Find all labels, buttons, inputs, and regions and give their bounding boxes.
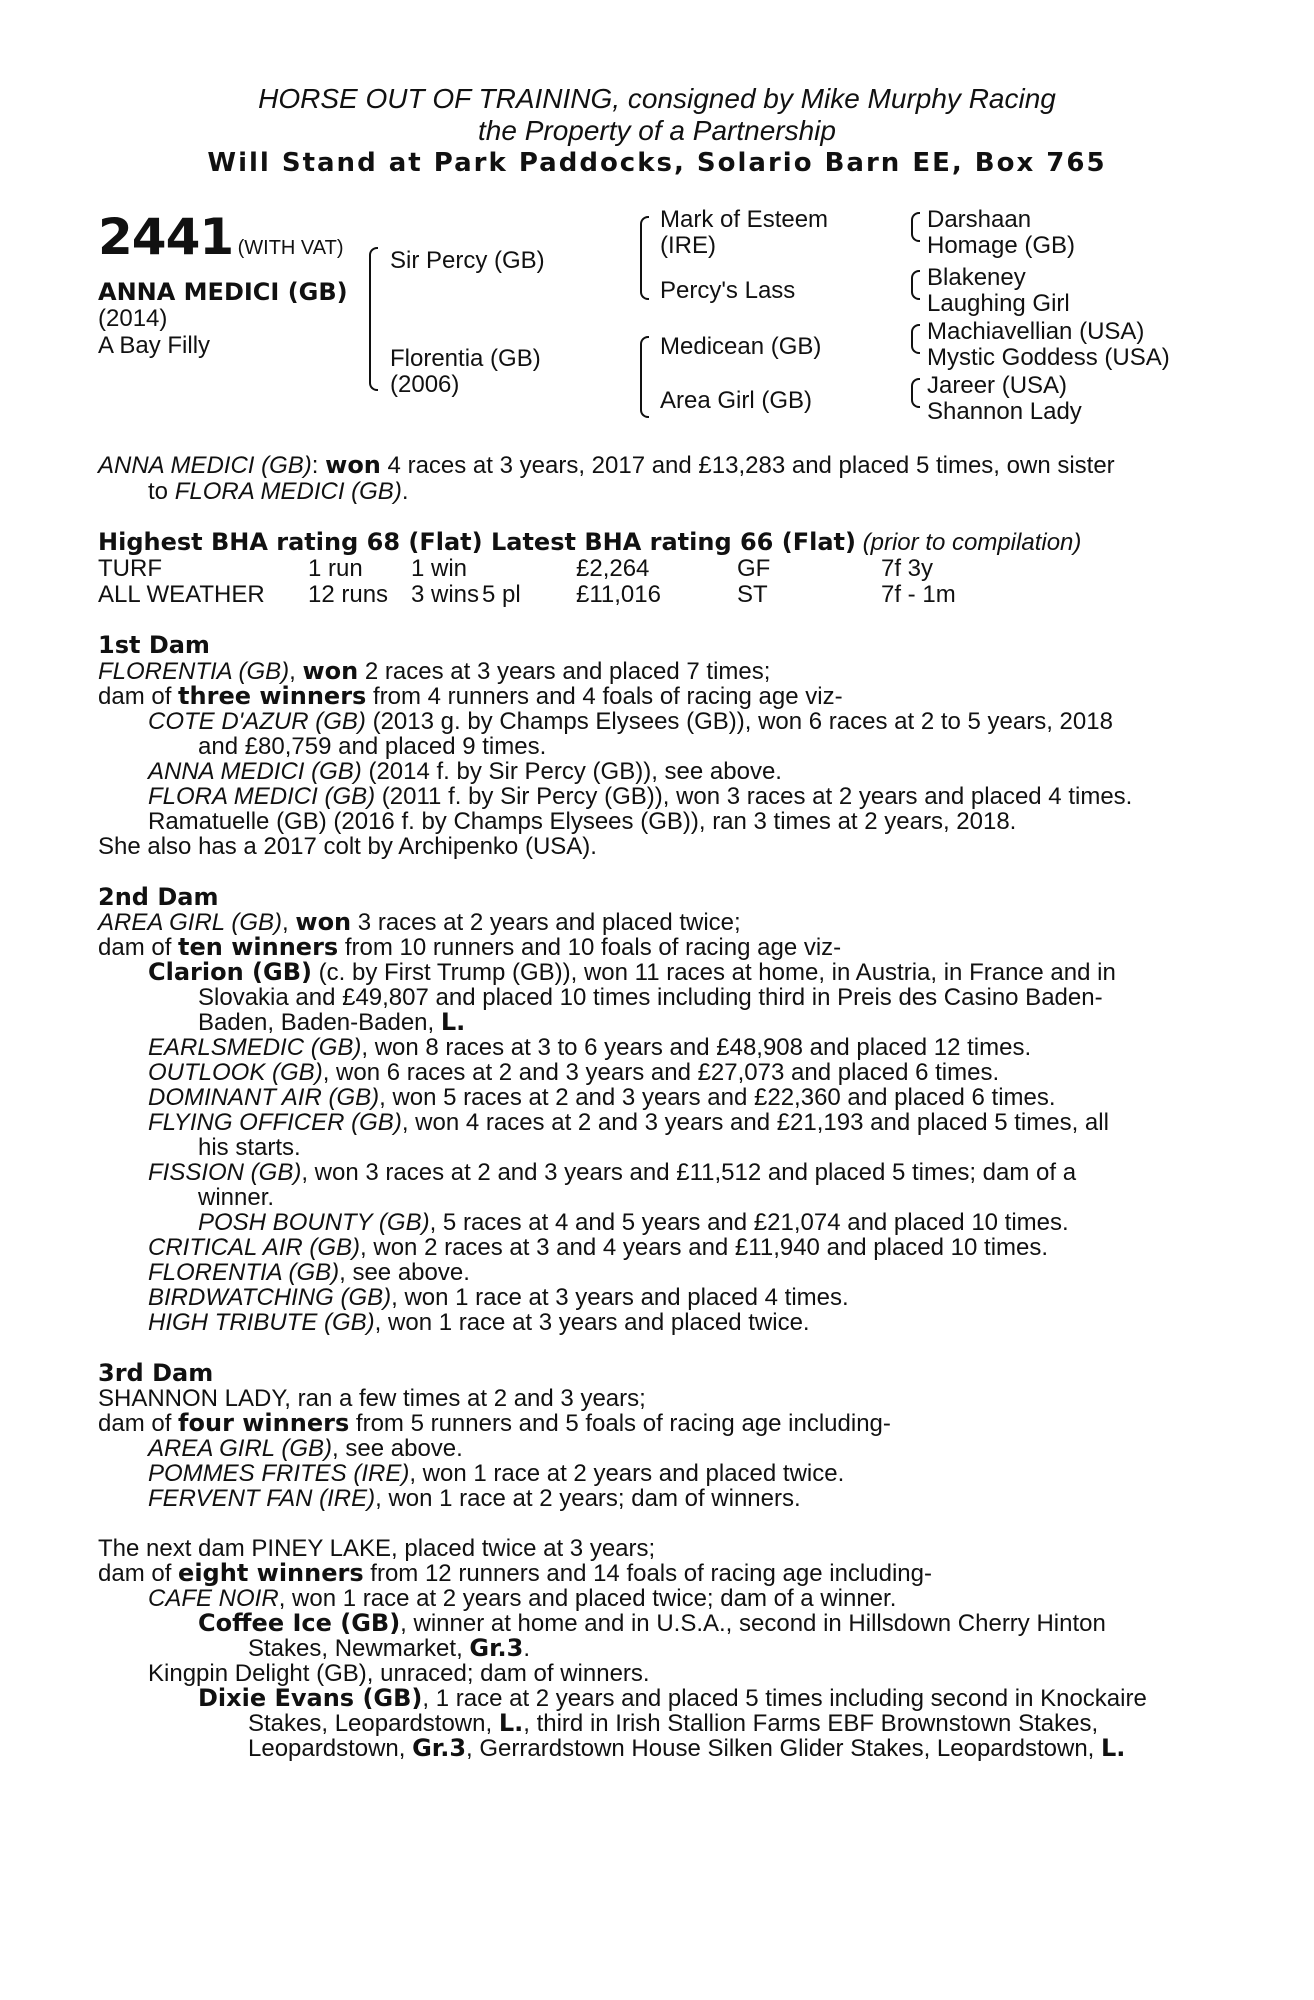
vat-note: (WITH VAT) bbox=[237, 237, 344, 259]
next-dam-line-1: The next dam PINEY LAKE, placed twice at 3 years; bbox=[98, 1535, 656, 1562]
second-dam-line-1: AREA GIRL (GB), won 3 races at 2 years and placed twice; bbox=[98, 908, 741, 936]
progeny-dixie-evans-3: Leopardstown, Gr.3, Gerrardstown House Silken Glider Stakes, Leopardstown, L. bbox=[248, 1734, 1126, 1762]
next-dam-line-2: dam of eight winners from 12 runners and 14 foals of racing age including- bbox=[98, 1559, 932, 1587]
second-dam-line-2: dam of ten winners from 10 runners and 10 foals of racing age viz- bbox=[98, 933, 842, 961]
lot-number: 2441 bbox=[98, 208, 234, 266]
sister-name: FLORA MEDICI (GB) bbox=[174, 478, 402, 505]
progeny-cafe-noir: CAFE NOIR, won 1 race at 2 years and placed twice; dam of a winner. bbox=[148, 1585, 897, 1612]
dam-year: (2006) bbox=[390, 371, 460, 398]
grand-progeny-posh-bounty: POSH BOUNTY (GB), 5 races at 4 and 5 years and £21,074 and placed 10 times. bbox=[198, 1209, 1069, 1236]
pedigree-brace bbox=[911, 338, 920, 354]
consignor-line: HORSE OUT OF TRAINING, consigned by Mike Murphy Racing bbox=[258, 83, 1056, 114]
stand-location: Will Stand at Park Paddocks, Solario Barn EE, Box 765 bbox=[207, 148, 1107, 178]
rating-note: (prior to compilation) bbox=[862, 529, 1082, 556]
dam: Florentia (GB) bbox=[390, 345, 541, 372]
progeny-dixie-evans-2: Stakes, Leopardstown, L., third in Irish Stallion Farms EBF Brownstown Stakes, bbox=[248, 1709, 1099, 1737]
dd-dam: Shannon Lady bbox=[927, 398, 1082, 425]
progeny-anna: ANNA MEDICI (GB) (2014 f. by Sir Percy (GB)), see above. bbox=[148, 758, 782, 785]
pedigree-brace bbox=[369, 247, 378, 331]
summary-line-2: to FLORA MEDICI (GB). bbox=[148, 478, 409, 505]
progeny-flying-officer-2: his starts. bbox=[198, 1134, 301, 1161]
third-dam-line-2: dam of four winners from 5 runners and 5 foals of racing age including- bbox=[98, 1409, 891, 1437]
progeny-kingpin-delight: Kingpin Delight (GB), unraced; dam of winners. bbox=[148, 1660, 650, 1687]
progeny-area-girl: AREA GIRL (GB), see above. bbox=[148, 1435, 463, 1462]
dd-sire: Jareer (USA) bbox=[927, 372, 1068, 399]
pedigree-brace bbox=[640, 216, 649, 260]
second-dam-heading: 2nd Dam bbox=[98, 883, 219, 911]
third-dam-line-1: SHANNON LADY, ran a few times at 2 and 3 years; bbox=[98, 1385, 646, 1412]
sd-sire: Blakeney bbox=[927, 264, 1026, 291]
property-line: the Property of a Partnership bbox=[478, 115, 836, 146]
horse-description: A Bay Filly bbox=[98, 332, 211, 359]
progeny-cote-2: and £80,759 and placed 9 times. bbox=[198, 733, 547, 760]
pedigree-brace bbox=[911, 392, 920, 408]
progeny-clarion: Clarion (GB) (c. by First Trump (GB)), won 11 races at home, in Austria, in France and in bbox=[148, 958, 1116, 986]
dam-dam: Area Girl (GB) bbox=[660, 387, 813, 414]
pedigree-brace bbox=[911, 226, 920, 242]
pedigree-brace bbox=[640, 258, 649, 300]
progeny-ramatuelle: Ramatuelle (GB) (2016 f. by Champs Elysees (GB)), ran 3 times at 2 years, 2018. bbox=[148, 808, 1017, 835]
progeny-earlsmedic: EARLSMEDIC (GB), won 8 races at 3 to 6 years and £48,908 and placed 12 times. bbox=[148, 1034, 1032, 1061]
sire-sire: Mark of Esteem bbox=[660, 206, 829, 233]
progeny-flying-officer: FLYING OFFICER (GB), won 4 races at 2 and 3 years and £21,193 and placed 5 times, all bbox=[148, 1109, 1109, 1136]
progeny-coffee-ice-2: Stakes, Newmarket, Gr.3. bbox=[248, 1634, 531, 1662]
rating-line bbox=[98, 530, 1081, 555]
ds-sire: Machiavellian (USA) bbox=[927, 318, 1145, 345]
progeny-fervent-fan: FERVENT FAN (IRE), won 1 race at 2 years; dam of winners. bbox=[148, 1485, 801, 1512]
first-dam-heading: 1st Dam bbox=[98, 631, 210, 659]
rating-text: Highest BHA rating 68 (Flat) Latest BHA rating 66 (Flat) bbox=[98, 528, 856, 556]
pedigree-brace bbox=[911, 284, 920, 300]
pedigree-brace bbox=[640, 336, 649, 380]
horse-year: (2014) bbox=[98, 305, 168, 332]
sire-dam: Percy's Lass bbox=[660, 277, 796, 304]
ds-dam: Mystic Goddess (USA) bbox=[927, 344, 1170, 371]
sd-dam: Laughing Girl bbox=[927, 290, 1070, 317]
progeny-critical-air: CRITICAL AIR (GB), won 2 races at 3 and 4 years and £11,940 and placed 10 times. bbox=[148, 1234, 1049, 1261]
pedigree-brace bbox=[640, 378, 649, 418]
progeny-high-tribute: HIGH TRIBUTE (GB), won 1 race at 3 years and placed twice. bbox=[148, 1309, 810, 1336]
ss-dam: Homage (GB) bbox=[927, 232, 1076, 259]
catalogue-page: HORSE OUT OF TRAINING, consigned by Mike Murphy Racing the Property of a Partnership Will Stand at Park Paddocks, Solario Barn EE, Box 765 2441 (WITH VAT) ANNA MEDICI (GB) (2014) A Bay Filly Sir Percy (GB) Florentia (GB) (2006) Mark of Esteem (IRE) Percy's Lass Medicean (GB) Area Girl (GB) Darshaan Homage (GB) Blakeney Laughing Girl Machiavellian (USA) Mystic Goddess (USA) Jareer (USA) Shannon Lady ANNA MEDICI (GB): won 4 races at 3 years, 2017 and £13,283 and placed 5 times, own sister to FLORA MEDICI (GB). Highest BHA rating 68 (Flat) Latest BHA rating 66 (Flat) (prior to compilation) TURF 1 run 1 win £2,264 GF 7f 3y ALL WEATHER 12 runs 3 wins 5 pl £11,016 ST 7f - 1m 1st Dam FLORENTIA (GB), won 2 races at 3 years and placed 7 times; dam of three winners from 4 runners and 4 foals of racing age viz- COTE D'AZUR (GB) (2013 g. by Champs Elysees (GB)), won 6 races at 2 to 5 years, 2018 and £80,759 and placed 9 times. ANNA MEDICI (GB) (2014 f. by Sir Percy (GB)), see above. FLORA MEDICI (GB) (2011 f. by Sir Percy (GB)), won 3 races at 2 years and placed 4 times. Ramatuelle (GB) (2016 f. by Champs Elysees (GB)), ran 3 times at 2 years, 2018. She also has a 2017 colt by Archipenko (USA). 2nd Dam AREA GIRL (GB), won 3 races at 2 years and placed twice; dam of ten winners from 10 runners and 10 foals of racing age viz- Clarion (GB) (c. by First Trump (GB)), won 11 races at home, in Austria, in France and in Slovakia and £49,807 and placed 10 times including third in Preis des Casino Baden- Baden, Baden-Baden, L. EARLSMEDIC (GB), won 8 races at 3 to 6 years and £48,908 and placed 12 times. OUTLOOK (GB), won 6 races at 2 and 3 years and £27,073 and placed 6 times. DOMINANT AIR (GB), won 5 races at 2 and 3 years and £22,360 and placed 6 times. FLYING OFFICER (GB), won 4 races at 2 and 3 years and £21,193 and placed 5 times, all his starts. FISSION (GB), won 3 races at 2 and 3 years and £11,512 and placed 5 times; dam of a winner. POSH BOUNTY (GB), 5 races at 4 and 5 years and £21,074 and placed 10 times. CRITICAL AIR (GB), won 2 races at 3 and 4 years and £11,940 and placed 10 times. FLORENTIA (GB), see above. BIRDWATCHING (GB), won 1 race at 3 years and placed 4 times. HIGH TRIBUTE (GB), won 1 race at 3 years and placed twice. 3rd Dam SHANNON LADY, ran a few times at 2 and 3 years; dam of four winners from 5 runners and 5 foals of racing age including- AREA GIRL (GB), see above. POMMES FRITES (IRE), won 1 race at 2 years and placed twice. FERVENT FAN (IRE), won 1 race at 2 years; dam of winners. The next dam PINEY LAKE, placed twice at 3 years; dam of eight winners from 12 runners and 14 foals of racing age including- CAFE NOIR, won 1 race at 2 years and placed twice; dam of a winner. Coffee Ice (GB), winner at home and in U.S.A., second in Hillsdown Cherry Hinton Stakes, Newmarket, Gr.3. Kingpin Delight (GB), unraced; dam of winners. Dixie Evans (GB), 1 race at 2 years and placed 5 times including second in Knockaire Stakes, Leopardstown, L., third in Irish Stallion Farms EBF Brownstown Stakes, Leopardstown, Gr.3, Gerrardstown House Silken Glider Stakes, Leopardstown, L. bbox=[0, 0, 1314, 2000]
first-dam-line-1: FLORENTIA (GB), won 2 races at 3 years and placed 7 times; bbox=[98, 657, 771, 685]
lot-heading bbox=[98, 208, 344, 266]
progeny-florentia: FLORENTIA (GB), see above. bbox=[148, 1259, 470, 1286]
progeny-coffee-ice: Coffee Ice (GB), winner at home and in U.S.A., second in Hillsdown Cherry Hinton bbox=[198, 1609, 1106, 1637]
pedigree-brace bbox=[369, 329, 378, 391]
ss-sire: Darshaan bbox=[927, 206, 1032, 233]
sire-sire-country: (IRE) bbox=[660, 232, 716, 259]
horse-name: ANNA MEDICI (GB) bbox=[98, 278, 348, 306]
sire: Sir Percy (GB) bbox=[390, 247, 545, 274]
dam-sire: Medicean (GB) bbox=[660, 333, 822, 360]
progeny-fission-2: winner. bbox=[198, 1184, 275, 1211]
progeny-cote: COTE D'AZUR (GB) (2013 g. by Champs Elysees (GB)), won 6 races at 2 to 5 years, 2018 bbox=[148, 708, 1113, 735]
first-dam-line-2: dam of three winners from 4 runners and 4 foals of racing age viz- bbox=[98, 682, 843, 710]
progeny-dominant-air: DOMINANT AIR (GB), won 5 races at 2 and 3 years and £22,360 and placed 6 times. bbox=[148, 1084, 1056, 1111]
progeny-flora: FLORA MEDICI (GB) (2011 f. by Sir Percy (GB)), won 3 races at 2 years and placed 4 times. bbox=[148, 783, 1133, 810]
summary-line-1: ANNA MEDICI (GB): won 4 races at 3 years, 2017 and £13,283 and placed 5 times, own sister bbox=[98, 451, 1115, 479]
progeny-outlook: OUTLOOK (GB), won 6 races at 2 and 3 years and £27,073 and placed 6 times. bbox=[148, 1059, 1000, 1086]
third-dam-heading: 3rd Dam bbox=[98, 1359, 214, 1387]
progeny-fission: FISSION (GB), won 3 races at 2 and 3 years and £11,512 and placed 5 times; dam of a bbox=[148, 1159, 1077, 1186]
summary-horse-name: ANNA MEDICI (GB) bbox=[98, 452, 312, 479]
summary-text: 4 races at 3 years, 2017 and £13,283 and placed 5 times, own sister bbox=[380, 452, 1115, 479]
progeny-dixie-evans: Dixie Evans (GB), 1 race at 2 years and placed 5 times including second in Knockaire bbox=[198, 1684, 1147, 1712]
progeny-birdwatching: BIRDWATCHING (GB), won 1 race at 3 years and placed 4 times. bbox=[148, 1284, 849, 1311]
summary-won: won bbox=[325, 451, 381, 479]
progeny-clarion-3: Baden, Baden-Baden, L. bbox=[198, 1008, 466, 1036]
progeny-clarion-2: Slovakia and £49,807 and placed 10 times including third in Preis des Casino Baden- bbox=[198, 984, 1103, 1011]
colt-note: She also has a 2017 colt by Archipenko (USA). bbox=[98, 833, 597, 860]
progeny-pommes-frites: POMMES FRITES (IRE), won 1 race at 2 years and placed twice. bbox=[148, 1460, 845, 1487]
